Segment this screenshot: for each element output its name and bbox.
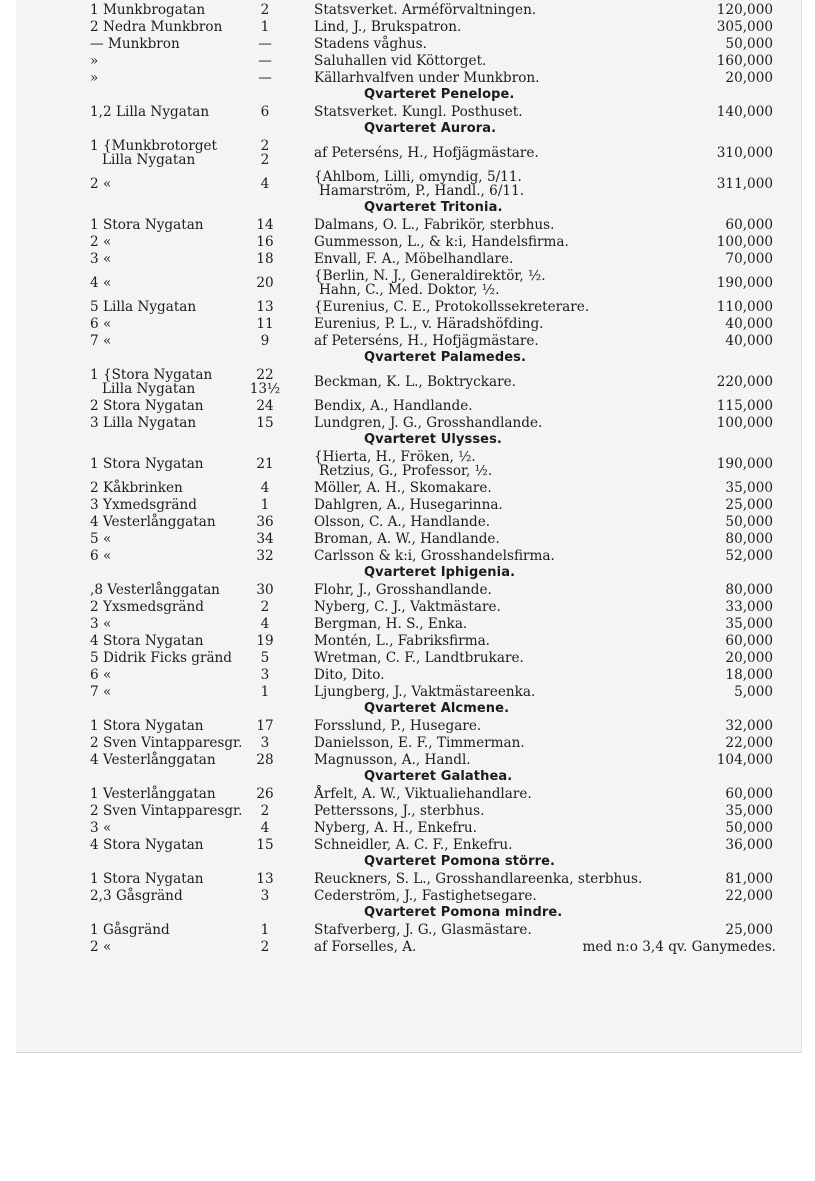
address: 4 Stora Nygatan xyxy=(90,837,204,853)
house-number: 5 xyxy=(260,650,270,666)
house-number: 1 xyxy=(260,684,270,700)
ledger-row xyxy=(16,820,801,836)
owner: Gummesson, L., & k:i, Handelsfirma. xyxy=(314,234,569,250)
section-heading: Qvarteret Palamedes. xyxy=(364,350,527,365)
owner: Saluhallen vid Köttorget. xyxy=(314,53,487,69)
address: 1 Stora Nygatan xyxy=(90,871,204,887)
assessed-value: 32,000 xyxy=(725,718,773,734)
address: 3 « xyxy=(90,251,112,267)
assessed-value: 50,000 xyxy=(725,820,773,836)
ledger-row xyxy=(16,299,801,315)
owner: Möller, A. H., Skomakare. xyxy=(314,480,492,496)
owner-line2: Hamarström, P., Handl., 6/11. xyxy=(319,183,525,199)
address: 3 Lilla Nygatan xyxy=(90,415,197,431)
address: 4 Stora Nygatan xyxy=(90,633,204,649)
owner: {Eurenius, C. E., Protokollssekreterare. xyxy=(314,299,590,315)
house-number: 11 xyxy=(256,316,274,332)
ledger-row xyxy=(16,650,801,666)
assessed-value: 140,000 xyxy=(716,104,773,120)
ledger-row xyxy=(16,415,801,431)
house-number: 3 xyxy=(260,888,270,904)
ledger-row xyxy=(16,333,801,349)
house-number: 32 xyxy=(256,548,274,564)
owner: {Hierta, H., Fröken, ½. xyxy=(314,449,476,465)
address: » xyxy=(90,53,99,69)
ledger-row xyxy=(16,251,801,267)
assessed-value: 60,000 xyxy=(725,217,773,233)
address: 2 Nedra Munkbron xyxy=(90,19,223,35)
owner: {Berlin, N. J., Generaldirektör, ½. xyxy=(314,268,546,284)
owner: af Peterséns, H., Hofjägmästare. xyxy=(314,145,539,161)
address: 6 « xyxy=(90,667,112,683)
assessed-value: 70,000 xyxy=(725,251,773,267)
assessed-value: 190,000 xyxy=(716,456,773,472)
ledger-row xyxy=(16,786,801,802)
owner: Envall, F. A., Möbelhandlare. xyxy=(314,251,514,267)
owner: Ljungberg, J., Vaktmästareenka. xyxy=(314,684,536,700)
address: 1 Stora Nygatan xyxy=(90,718,204,734)
house-number: 28 xyxy=(256,752,274,768)
owner: {Ahlbom, Lilli, omyndig, 5/11. xyxy=(314,169,522,185)
assessed-value: 80,000 xyxy=(725,582,773,598)
ledger-row xyxy=(16,53,801,69)
ledger-row xyxy=(16,138,801,168)
address: 4 « xyxy=(90,275,112,291)
assessed-value: 311,000 xyxy=(716,176,773,192)
assessed-value: 36,000 xyxy=(725,837,773,853)
owner: Wretman, C. F., Landtbrukare. xyxy=(314,650,524,666)
ledger-row xyxy=(16,169,801,199)
assessed-value: 120,000 xyxy=(716,2,773,18)
ledger-row xyxy=(16,939,801,955)
house-number: 15 xyxy=(256,837,274,853)
assessed-value: 220,000 xyxy=(716,374,773,390)
owner: Cederström, J., Fastighetsegare. xyxy=(314,888,537,904)
address: 5 Didrik Ficks gränd xyxy=(90,650,233,666)
assessed-value: 60,000 xyxy=(725,633,773,649)
house-number: 1 xyxy=(260,497,270,513)
section-heading: Qvarteret Tritonia. xyxy=(364,200,503,215)
ledger-row xyxy=(16,531,801,547)
house-number: — xyxy=(258,53,272,69)
house-number: 36 xyxy=(256,514,274,530)
house-number: 18 xyxy=(256,251,274,267)
house-number: 21 xyxy=(256,456,274,472)
section-heading: Qvarteret Penelope. xyxy=(364,87,515,102)
ledger-row xyxy=(16,633,801,649)
ledger-row xyxy=(16,497,801,513)
owner: af Peterséns, H., Hofjägmästare. xyxy=(314,333,539,349)
owner: Lind, J., Brukspatron. xyxy=(314,19,462,35)
house-number: 22 xyxy=(256,367,274,383)
house-number: 20 xyxy=(256,275,274,291)
owner: Schneidler, A. C. F., Enkefru. xyxy=(314,837,513,853)
address: 2 « xyxy=(90,939,112,955)
address-line2: Lilla Nygatan xyxy=(102,152,196,168)
assessed-value: 25,000 xyxy=(725,497,773,513)
house-number: 4 xyxy=(260,820,270,836)
address: 1 Stora Nygatan xyxy=(90,456,204,472)
owner: Magnusson, A., Handl. xyxy=(314,752,471,768)
house-number: 34 xyxy=(256,531,274,547)
assessed-value: 80,000 xyxy=(725,531,773,547)
assessed-value: 5,000 xyxy=(734,684,773,700)
address: 2 Stora Nygatan xyxy=(90,398,204,414)
ledger-row xyxy=(16,667,801,683)
address: 1 Stora Nygatan xyxy=(90,217,204,233)
ledger-row xyxy=(16,480,801,496)
owner: Beckman, K. L., Boktryckare. xyxy=(314,374,516,390)
ledger-row xyxy=(16,684,801,700)
address: — Munkbron xyxy=(90,36,180,52)
ledger-row xyxy=(16,2,801,18)
owner: Reuckners, S. L., Grosshandlareenka, sterbhus. xyxy=(314,871,643,887)
ledger-row xyxy=(16,837,801,853)
house-number-line2: 2 xyxy=(260,152,270,168)
address: 1 Gåsgränd xyxy=(90,922,170,938)
address: 3 Yxmedsgränd xyxy=(90,497,197,513)
house-number: 16 xyxy=(256,234,274,250)
assessed-value: 60,000 xyxy=(725,786,773,802)
house-number: 17 xyxy=(256,718,274,734)
ledger-row xyxy=(16,735,801,751)
address: 1 Munkbrogatan xyxy=(90,2,206,18)
address: 2,3 Gåsgränd xyxy=(90,888,183,904)
section-heading: Qvarteret Ulysses. xyxy=(364,432,502,447)
house-number-line2: 13½ xyxy=(249,381,281,397)
address: 3 « xyxy=(90,820,112,836)
assessed-value: 20,000 xyxy=(725,650,773,666)
ledger-row xyxy=(16,449,801,479)
owner: Statsverket. Kungl. Posthuset. xyxy=(314,104,523,120)
house-number: 6 xyxy=(260,104,270,120)
assessed-value: 115,000 xyxy=(716,398,773,414)
owner: Nyberg, A. H., Enkefru. xyxy=(314,820,478,836)
section-heading: Qvarteret Pomona mindre. xyxy=(364,905,563,920)
page-edge xyxy=(800,0,815,1181)
owner: Montén, L., Fabriksfirma. xyxy=(314,633,491,649)
address: 4 Vesterlånggatan xyxy=(90,752,216,768)
owner: af Forselles, A. xyxy=(314,939,417,955)
house-number: 2 xyxy=(260,2,270,18)
ledger-row xyxy=(16,19,801,35)
owner: Broman, A. W., Handlande. xyxy=(314,531,500,547)
address: 4 Vesterlånggatan xyxy=(90,514,216,530)
assessed-value: 40,000 xyxy=(725,316,773,332)
owner: Dalmans, O. L., Fabrikör, sterbhus. xyxy=(314,217,555,233)
address: 2 Kåkbrinken xyxy=(90,480,183,496)
house-number: 4 xyxy=(260,616,270,632)
address: 6 « xyxy=(90,316,112,332)
owner: Danielsson, E. F., Timmerman. xyxy=(314,735,525,751)
ledger-row xyxy=(16,888,801,904)
address: 2 Sven Vintapparesgr. xyxy=(90,803,243,819)
ledger-row xyxy=(16,367,801,397)
house-number: 30 xyxy=(256,582,274,598)
assessed-value: 20,000 xyxy=(725,70,773,86)
section-heading: Qvarteret Pomona större. xyxy=(364,854,556,869)
address: 2 Yxsmedsgränd xyxy=(90,599,204,615)
ledger-row xyxy=(16,582,801,598)
assessed-value: 100,000 xyxy=(716,234,773,250)
address: 5 Lilla Nygatan xyxy=(90,299,197,315)
ledger-row xyxy=(16,718,801,734)
address: 6 « xyxy=(90,548,112,564)
assessed-value: 40,000 xyxy=(725,333,773,349)
house-number: 3 xyxy=(260,735,270,751)
owner: Källarhvalfven under Munkbron. xyxy=(314,70,540,86)
ledger-row xyxy=(16,514,801,530)
house-number: 14 xyxy=(256,217,274,233)
owner: Olsson, C. A., Handlande. xyxy=(314,514,491,530)
ledger-row xyxy=(16,922,801,938)
owner-line2: Retzius, G., Professor, ½. xyxy=(319,463,493,479)
assessed-value: 305,000 xyxy=(716,19,773,35)
assessed-value: 35,000 xyxy=(725,803,773,819)
address: 2 Sven Vintapparesgr. xyxy=(90,735,243,751)
house-number: 4 xyxy=(260,176,270,192)
address: 7 « xyxy=(90,333,112,349)
address: 7 « xyxy=(90,684,112,700)
assessed-value: 110,000 xyxy=(716,299,773,315)
house-number: 2 xyxy=(260,138,270,154)
house-number: — xyxy=(258,70,272,86)
address-line2: Lilla Nygatan xyxy=(102,381,196,397)
assessed-value: 35,000 xyxy=(725,616,773,632)
house-number: 2 xyxy=(260,599,270,615)
assessed-value: 100,000 xyxy=(716,415,773,431)
ledger-row xyxy=(16,316,801,332)
ledger-row xyxy=(16,616,801,632)
assessed-value: 50,000 xyxy=(725,36,773,52)
house-number: 13 xyxy=(256,871,274,887)
house-number: 24 xyxy=(256,398,274,414)
ledger-row xyxy=(16,36,801,52)
owner: Forsslund, P., Husegare. xyxy=(314,718,482,734)
house-number: — xyxy=(258,36,272,52)
house-number: 3 xyxy=(260,667,270,683)
assessed-value: 22,000 xyxy=(725,735,773,751)
assessed-value: 160,000 xyxy=(716,53,773,69)
ledger-row xyxy=(16,871,801,887)
owner: Eurenius, P. L., v. Häradshöfding. xyxy=(314,316,544,332)
owner: Flohr, J., Grosshandlande. xyxy=(314,582,492,598)
owner: Stafverberg, J. G., Glasmästare. xyxy=(314,922,532,938)
owner-line2: Hahn, C., Med. Doktor, ½. xyxy=(319,282,500,298)
assessed-value: 18,000 xyxy=(725,667,773,683)
house-number: 26 xyxy=(256,786,274,802)
ledger-row xyxy=(16,752,801,768)
address: 1,2 Lilla Nygatan xyxy=(90,104,210,120)
house-number: 2 xyxy=(260,939,270,955)
ledger-row xyxy=(16,104,801,120)
house-number: 1 xyxy=(260,19,270,35)
owner: Lundgren, J. G., Grosshandlande. xyxy=(314,415,543,431)
address: 2 « xyxy=(90,176,112,192)
assessed-value: 22,000 xyxy=(725,888,773,904)
owner: Stadens våghus. xyxy=(314,36,427,52)
house-number: 2 xyxy=(260,803,270,819)
assessed-value: 104,000 xyxy=(716,752,773,768)
address: 3 « xyxy=(90,616,112,632)
section-heading: Qvarteret Alcmene. xyxy=(364,701,510,716)
ledger-page xyxy=(16,0,802,1053)
assessed-value: 25,000 xyxy=(725,922,773,938)
house-number: 9 xyxy=(260,333,270,349)
address: 2 « xyxy=(90,234,112,250)
ledger-row xyxy=(16,70,801,86)
owner: Petterssons, J., sterbhus. xyxy=(314,803,485,819)
address: 1 {Stora Nygatan xyxy=(90,367,213,383)
owner: Bergman, H. S., Enka. xyxy=(314,616,468,632)
house-number: 19 xyxy=(256,633,274,649)
owner: Carlsson & k:i, Grosshandelsfirma. xyxy=(314,548,555,564)
ledger-row xyxy=(16,234,801,250)
assessed-value: 50,000 xyxy=(725,514,773,530)
house-number: 4 xyxy=(260,480,270,496)
owner: Bendix, A., Handlande. xyxy=(314,398,473,414)
section-heading: Qvarteret Iphigenia. xyxy=(364,565,516,580)
assessed-value: 52,000 xyxy=(725,548,773,564)
address: 1 {Munkbrotorget xyxy=(90,138,218,154)
ledger-row xyxy=(16,398,801,414)
assessed-value: 310,000 xyxy=(716,145,773,161)
assessed-value: 35,000 xyxy=(725,480,773,496)
ledger-row xyxy=(16,268,801,298)
owner: Nyberg, C. J., Vaktmästare. xyxy=(314,599,501,615)
house-number: 13 xyxy=(256,299,274,315)
ledger-row xyxy=(16,548,801,564)
house-number: 15 xyxy=(256,415,274,431)
ledger-row xyxy=(16,217,801,233)
assessed-value: 81,000 xyxy=(725,871,773,887)
assessed-value: 33,000 xyxy=(725,599,773,615)
address: ,8 Vesterlånggatan xyxy=(90,582,220,598)
owner: Dahlgren, A., Husegarinna. xyxy=(314,497,503,513)
section-heading: Qvarteret Aurora. xyxy=(364,121,497,136)
ledger-row xyxy=(16,803,801,819)
address: » xyxy=(90,70,99,86)
assessed-value: 190,000 xyxy=(716,275,773,291)
ledger-row xyxy=(16,599,801,615)
address: 5 « xyxy=(90,531,112,547)
house-number: 1 xyxy=(260,922,270,938)
assessed-value: med n:o 3,4 qv. Ganymedes. xyxy=(582,939,776,955)
address: 1 Vesterlånggatan xyxy=(90,786,216,802)
owner: Årfelt, A. W., Viktualiehandlare. xyxy=(314,786,532,802)
section-heading: Qvarteret Galathea. xyxy=(364,769,513,784)
owner: Dito, Dito. xyxy=(314,667,385,683)
owner: Statsverket. Arméförvaltningen. xyxy=(314,2,537,18)
